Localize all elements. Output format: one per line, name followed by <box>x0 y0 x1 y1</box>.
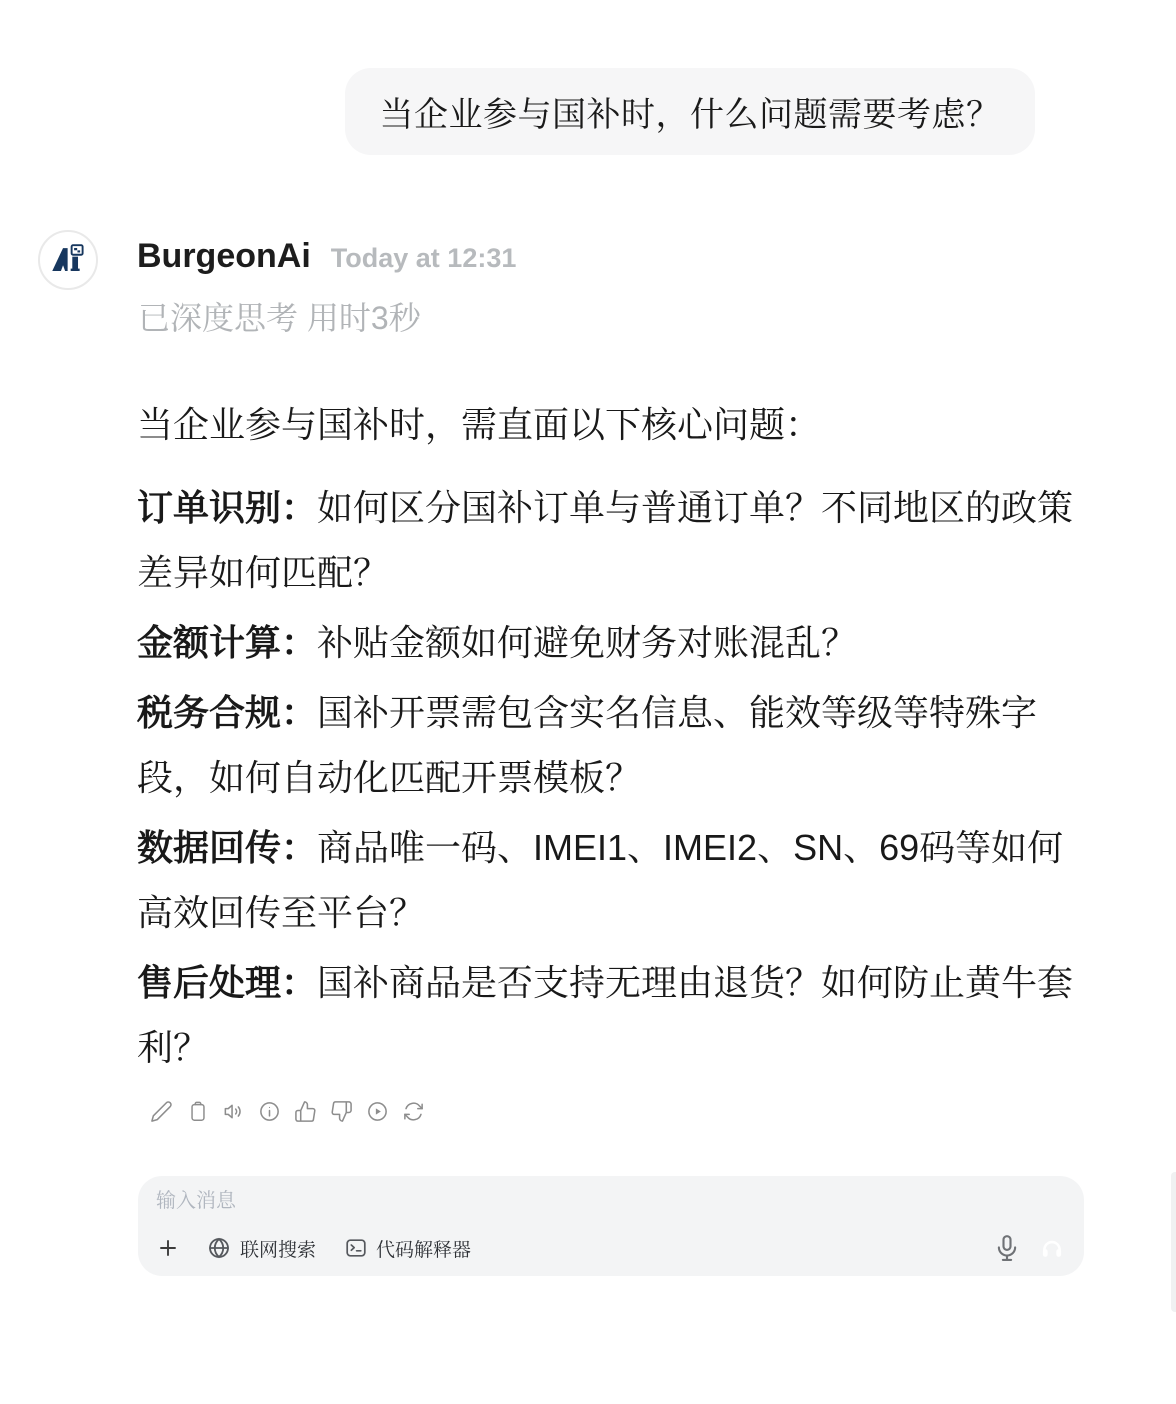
dislike-button[interactable] <box>330 1096 353 1126</box>
pencil-icon <box>150 1100 173 1123</box>
point-text: 商品唯一码、IMEI1、IMEI2、SN、69码等如何高效回传至平台？ <box>137 827 1064 933</box>
code-interpreter-button[interactable] <box>344 1235 471 1262</box>
user-message-bubble <box>345 68 1035 155</box>
code-interpreter-label: 代码解释器 <box>376 1239 472 1261</box>
play-button[interactable] <box>366 1096 389 1126</box>
terminal-icon <box>344 1236 368 1260</box>
add-attachment-button[interactable] <box>156 1236 180 1260</box>
point-text: 国补商品是否支持无理由退货？如何防止黄牛套利？ <box>137 962 1074 1068</box>
assistant-message <box>137 392 1078 1085</box>
play-icon <box>366 1100 389 1123</box>
clipboard-icon <box>187 1100 209 1123</box>
burgeonai-logo-icon <box>47 239 89 281</box>
answer-intro: 当企业参与国补时，需直面以下核心问题： <box>137 404 822 445</box>
message-input[interactable] <box>156 1190 1072 1213</box>
info-icon <box>258 1100 281 1123</box>
answer-point-amount-calculation <box>137 610 1078 675</box>
answer-point-tax-compliance <box>137 680 1078 810</box>
point-text: 如何区分国补订单与普通订单？不同地区的政策差异如何匹配？ <box>137 487 1074 593</box>
like-button[interactable] <box>294 1096 317 1126</box>
globe-icon <box>206 1235 232 1261</box>
composer-toolbar <box>156 1228 1072 1268</box>
copy-button[interactable] <box>186 1096 209 1126</box>
point-text: 补贴金额如何避免财务对账混乱？ <box>317 622 858 663</box>
point-label: 售后处理： <box>137 962 318 1003</box>
user-message-text: 当企业参与国补时，什么问题需要考虑？ <box>379 96 1001 134</box>
point-label: 订单识别： <box>137 487 318 528</box>
message-toolbar <box>150 1096 425 1126</box>
refresh-icon <box>402 1100 425 1123</box>
answer-point-data-return <box>137 815 1078 945</box>
headphones-icon <box>1039 1235 1065 1261</box>
read-aloud-button[interactable] <box>222 1096 245 1126</box>
edit-button[interactable] <box>150 1096 173 1126</box>
mic-button[interactable] <box>992 1233 1022 1263</box>
point-label: 税务合规： <box>137 692 318 733</box>
answer-point-order-recognition <box>137 475 1078 605</box>
composer <box>138 1176 1084 1276</box>
point-label: 数据回传： <box>137 827 318 868</box>
scrollbar-thumb[interactable] <box>1171 1172 1176 1312</box>
point-text: 国补开票需包含实名信息、能效等级等特殊字段，如何自动化匹配开票模板？ <box>137 692 1038 798</box>
regenerate-button[interactable] <box>402 1096 425 1126</box>
assistant-name: BurgeonAi <box>137 237 311 275</box>
info-button[interactable] <box>258 1096 281 1126</box>
web-search-button[interactable] <box>206 1235 316 1262</box>
thumbs-down-icon <box>330 1100 353 1123</box>
assistant-avatar <box>38 230 98 290</box>
message-timestamp: Today at 12:31 <box>330 243 517 273</box>
answer-point-after-sales <box>137 950 1078 1080</box>
point-label: 金额计算： <box>137 622 318 663</box>
plus-icon <box>156 1236 180 1260</box>
speaker-icon <box>222 1100 245 1123</box>
thumbs-up-icon <box>294 1100 317 1123</box>
web-search-label: 联网搜索 <box>240 1239 317 1261</box>
assistant-header <box>137 237 516 276</box>
thinking-status-toggle[interactable]: 已深度思考 用时3秒 <box>138 293 421 339</box>
voice-mode-button[interactable] <box>1032 1228 1072 1268</box>
microphone-icon <box>992 1233 1022 1263</box>
